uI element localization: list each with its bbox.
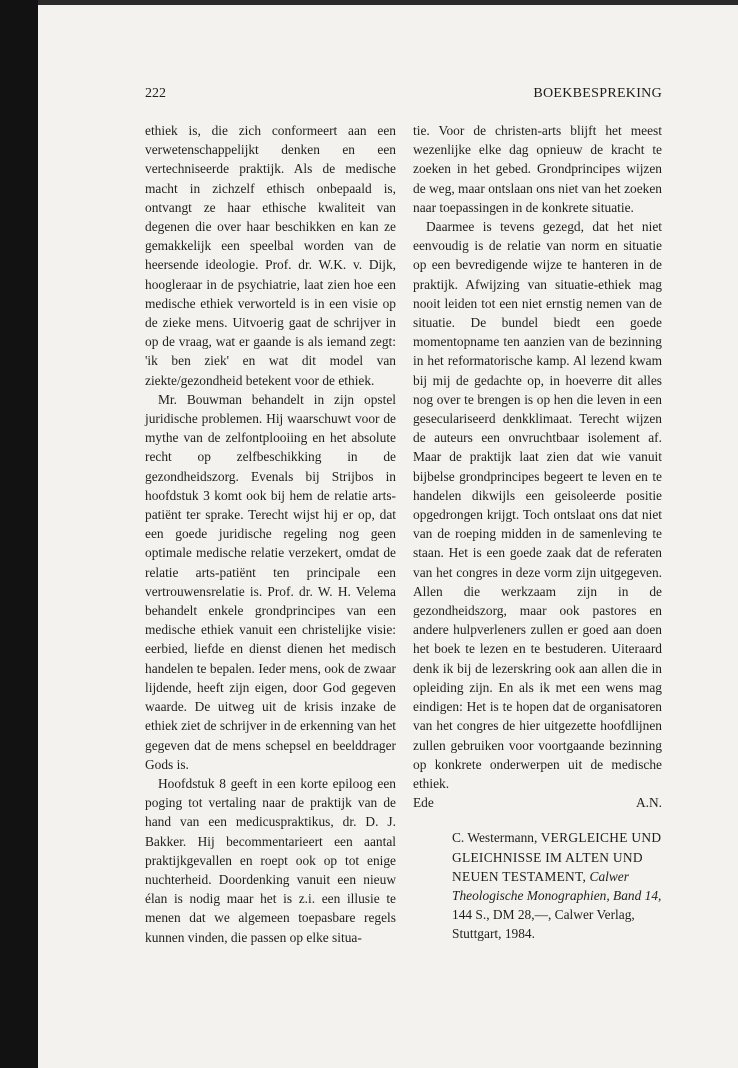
running-head	[145, 86, 662, 108]
left-paragraph-2: Mr. Bouwman behandelt in zijn opstel juridische problemen. Hij waarschuwt voor de mythe van de zelfontplooiing en het absolute recht op zelfbeschikking in de gezondheidszorg. Evenals bij Strijbos in hoofdstuk 3 komt ook bij hem de relatie arts-patiënt ter sprake. Terecht wijst hij er op, dat een goede juridische regeling nog geen optimale medische relatie verzekert, omdat de relatie arts-patiënt ten principale een vertrouwensrelatie is. Prof. dr. W. H. Velema behandelt enkele grondprincipes van een medische ethiek vanuit een christelijke visie: eerbied, liefde en dienst dienen het medisch handelen te bepalen. Ieder mens, ook de zwaar lijdende, heeft zijn eigen, door God gegeven waarde. De uitweg uit de krisis inzake de ethiek ziet de schrijver in de erkenning van het gegeven dat de mens schepsel en beelddrager Gods is.	[145, 391, 396, 772]
book-review-entry	[452, 828, 662, 943]
left-paragraph-3: Hoofdstuk 8 geeft in een korte epiloog een poging tot vertaling naar de praktijk van de hand van een medicuspraktikus, dr. D. J. Bakker. Hij becommentarieert een aantal praktijkgevallen en roept ook op tot enige nuchterheid. Doordenking vanuit een nieuw élan is nodig maar het is z.i. een illusie te menen dat we algemeen toepasbare regels kunnen vinden, die passen op elke situa-	[145, 775, 396, 945]
signoff-place: Ede	[413, 795, 434, 811]
right-paragraph-2: Daarmee is tevens gezegd, dat het niet eenvoudig is de relatie van norm en situatie op een bevredigende wijze te hanteren in de praktijk. Afwijzing van situatie-ethiek mag nooit leiden tot een niet ernstig nemen van de situatie. De bundel biedt een goede momentopname ten aanzien van de bezinning in het reformatorische kamp. Al lezend kwam bij mij de gedachte op, in hoeverre dit alles nog over te brengen is op hen die leven in een geseculariseerd denkklimaat. Terecht wijzen de auteurs een onvruchtbaar isolement af. Maar de praktijk laat zien dat wie vanuit bijbelse grondprincipes begeert te leven en te handelen dikwijls een geisoleerde positie opgedrongen krijgt. Toch ontslaat ons dat niet van de roeping midden in de samenleving te staan. Het is een goede zaak dat de referaten van het congres in deze vorm zijn uitgegeven. Allen die werkzaam zijn in de gezondheidszorg, maar ook pastores en andere hulpverleners zullen er goed aan doen het boek te lezen en te bestuderen. Uiteraard denk ik bij de lezerskring ook aan allen die in opleiding zijn. En als ik met een wens mag eindigen: Het is te hopen dat de organisatoren van het congres de hier uitgezette hoofdlijnen zullen gebruiken voor voortgaande bezinning op konkrete onderwerpen uit de medische ethiek.	[413, 219, 662, 791]
review-book-title: VERGLEICHE UND GLEICHNISSE IM ALTEN UND NEUEN TESTAMENT,	[452, 830, 662, 884]
section-title: BOEKBESPREKING	[533, 86, 662, 101]
page-number: 222	[145, 86, 166, 101]
signoff-initials: A.N.	[635, 795, 662, 811]
review-signoff	[413, 793, 662, 812]
right-paragraph-1: tie. Voor de christen-arts blijft het meest wezenlijke elke dag opnieuw de kracht te zoeken in het gebed. Grondprincipes wijzen de weg, maar ontslaan ons niet van het zoeken naar toepassingen in de konkrete situatie.	[413, 123, 662, 215]
right-column	[413, 121, 662, 944]
review-author: C. Westermann,	[452, 830, 538, 846]
review-series: Calwer Theologische Monographien, Band 14,	[452, 868, 662, 903]
left-column	[145, 121, 396, 947]
left-paragraph-1: ethiek is, die zich conformeert aan een verwetenschappelijkt denken en een vertechniseerde praktijk. Als de medische macht in zichzelf ethisch onbepaald is, ontvangt ze haar ethische kwaliteit van degenen die over haar beschikken en kan ze gemakkelijk een speelbal worden van de heersende ideologie. Prof. dr. W.K. v. Dijk, hoogleraar in de psychiatrie, laat zien hoe een medische ethiek verworteld is in een visie op de zieke mens. Uitvoerig gaat de schrijver in op de vraag, wat er gaande is als iemand zegt: 'ik ben ziek' en wat dit model van ziekte/gezondheid betekent voor de ethiek.	[145, 123, 396, 388]
review-details: 144 S., DM 28,—, Calwer Verlag, Stuttgart, 1984.	[452, 907, 635, 942]
